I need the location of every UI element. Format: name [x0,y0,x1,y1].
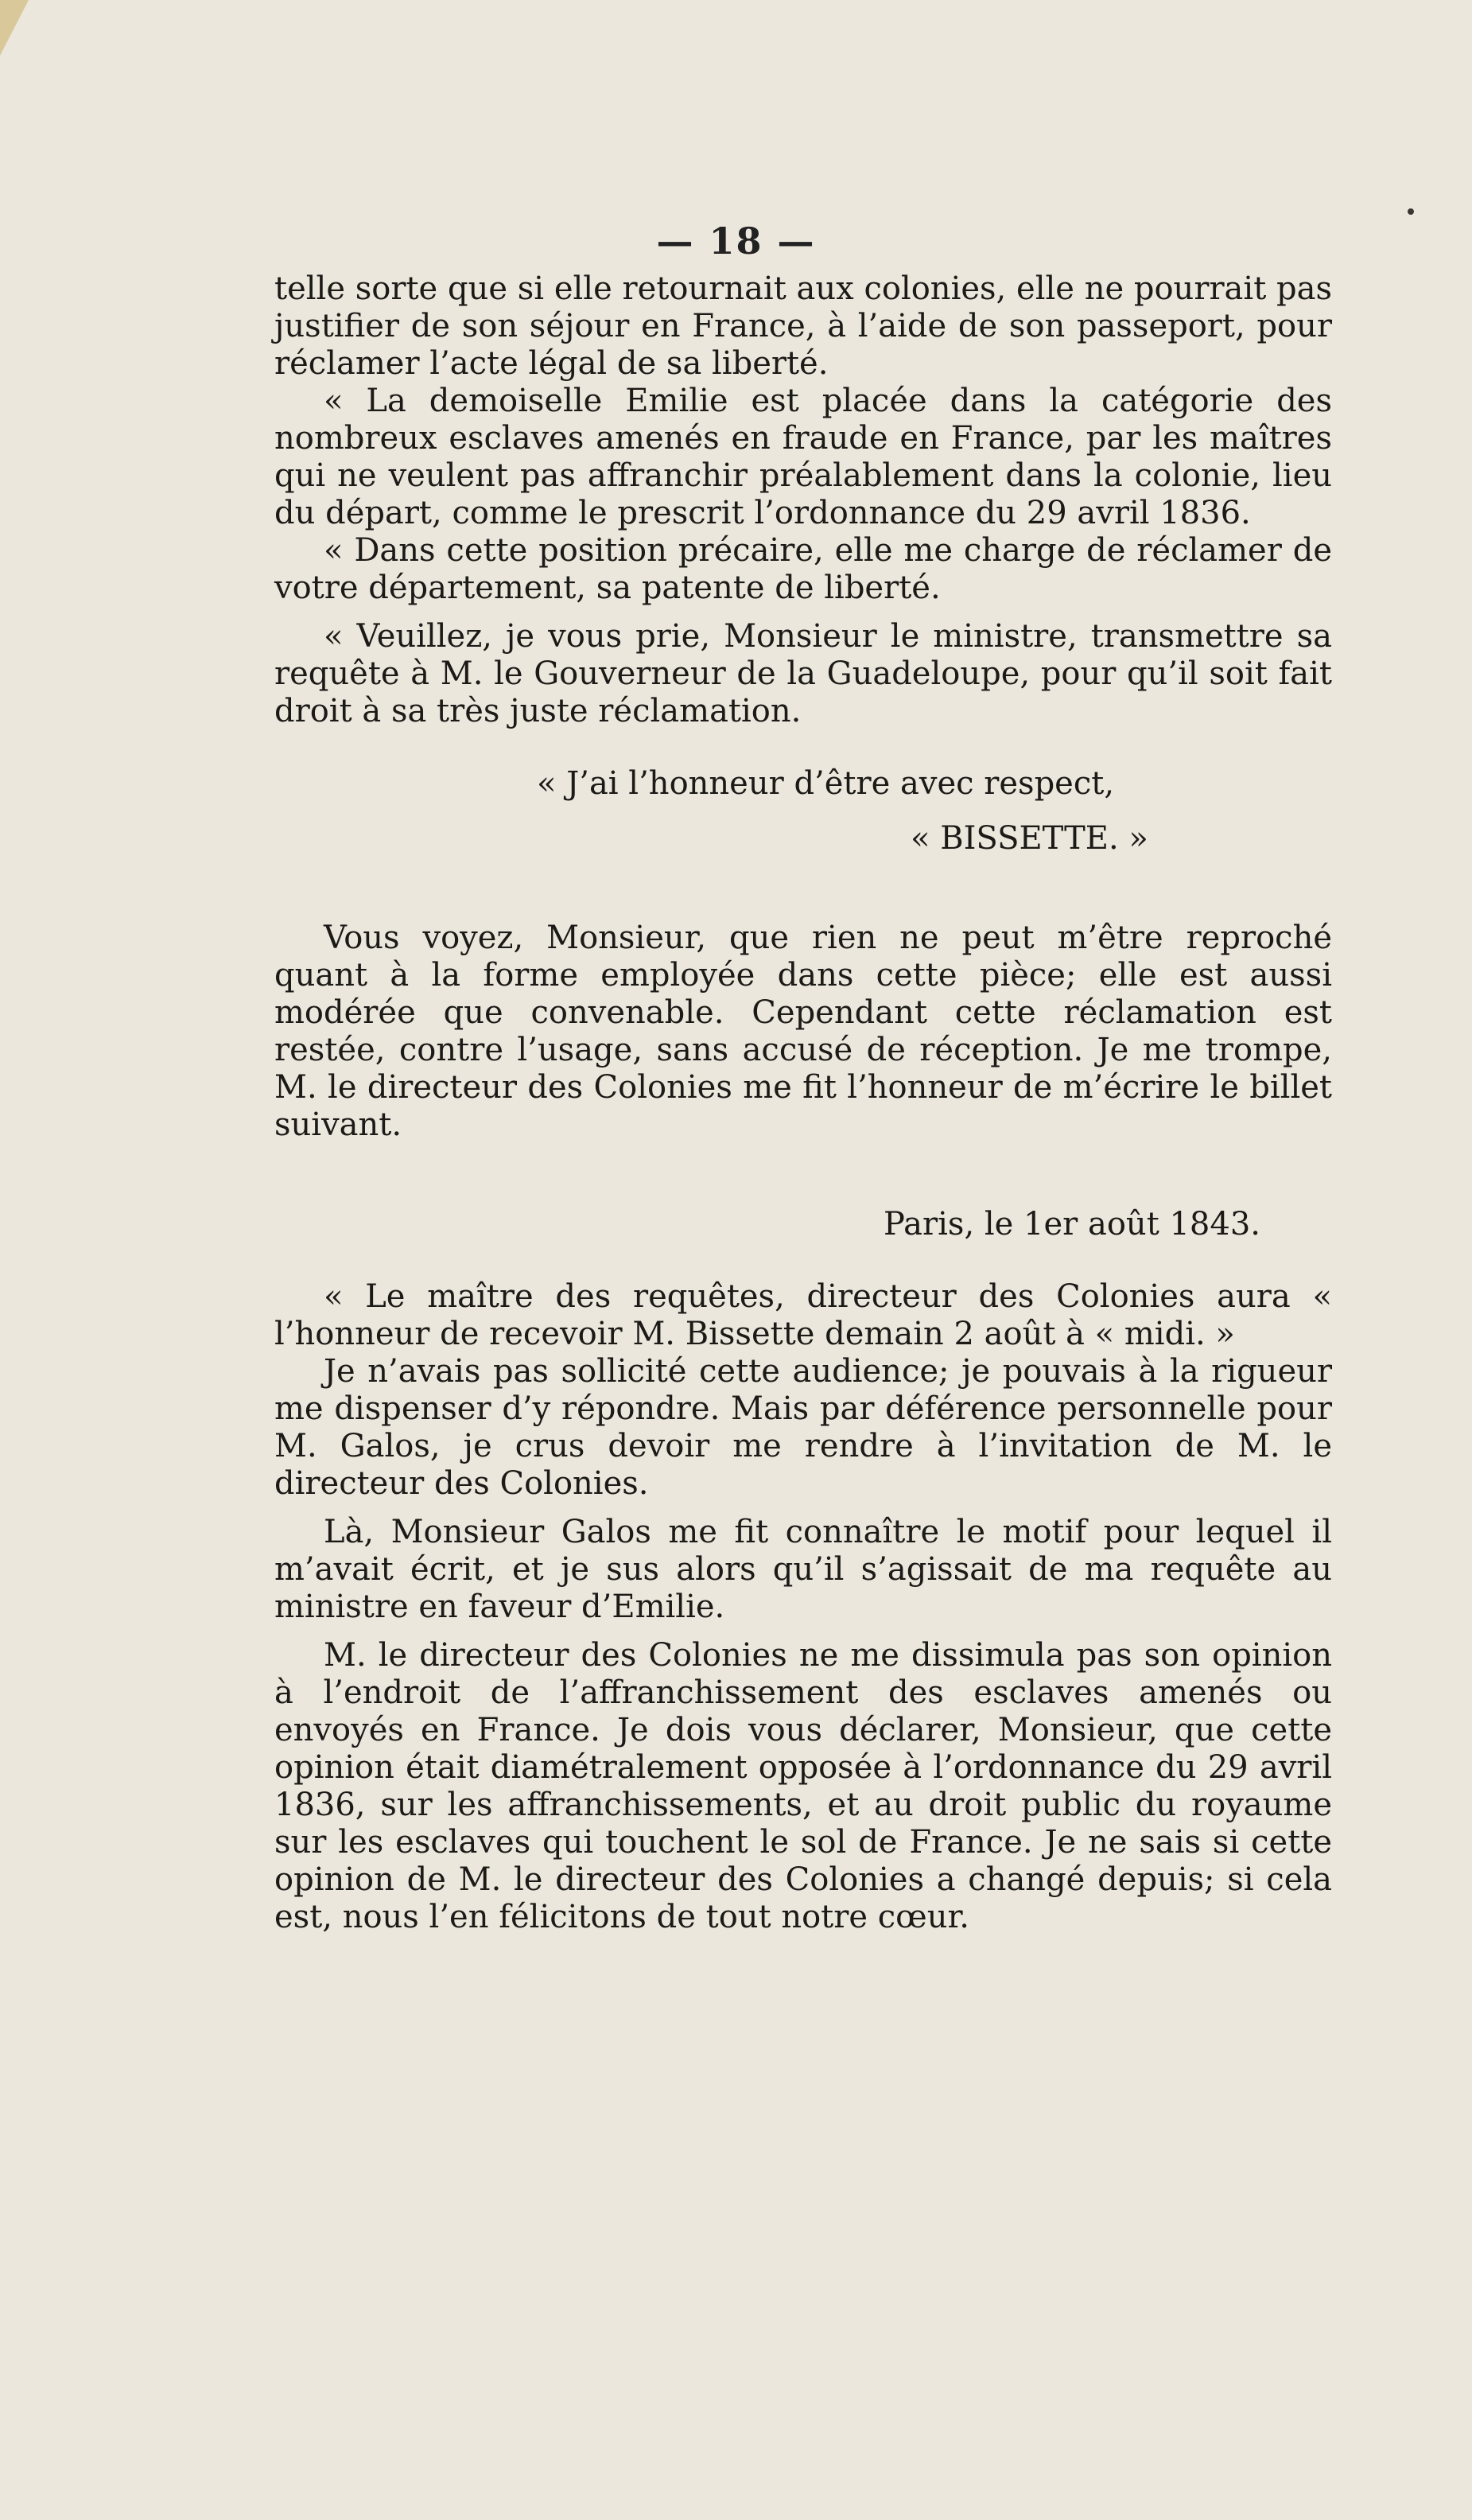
paragraph: M. le directeur des Colonies ne me dissimula pas son opinion à l’endroit de l’affranchissement des esclaves amenés ou envoyés en France. Je dois vous déclarer, Monsieur, que cette opinion était diamétralement opposée à l’ordonnance du 29 avril 1836, sur les affranchissements, et au droit public du royaume sur les esclaves qui touchent le sol de France. Je ne sais si cette opinion de M. le directeur des Colonies a changé depuis; si cela est, nous l’en félicitons de tout notre cœur. [274,1637,1332,1935]
letter-signature: « BISSETTE. » [911,820,1148,857]
paragraph: Là, Monsieur Galos me fit connaître le motif pour lequel il m’avait écrit, et je sus alors qu’il s’agissait de ma requête au ministre en faveur d’Emilie. [274,1514,1332,1625]
paragraph: « Dans cette position précaire, elle me charge de réclamer de votre département, sa patente de liberté. [274,532,1332,606]
paragraph: Vous voyez, Monsieur, que rien ne peut m’être reproché quant à la forme employée dans cette pièce; elle est aussi modérée que convenable. Cependant cette réclamation est restée, contre l’usage, sans accusé de réception. Je me trompe, M. le directeur des Colonies me fit l’honneur de m’écrire le billet suivant. [274,920,1332,1143]
paragraph: « Veuillez, je vous prie, Monsieur le ministre, transmettre sa requête à M. le Gouverneur de la Guadeloupe, pour qu’il soit fait droit à sa très juste réclamation. [274,618,1332,729]
dateline: Paris, le 1er août 1843. [884,1206,1260,1242]
page-number: — 18 — [656,220,816,262]
paragraph: « La demoiselle Emilie est placée dans la catégorie des nombreux esclaves amenés en fraude en France, par les maîtres qui ne veulent pas affranchir préalablement dans la colonie, lieu du départ, comme le prescrit l’ordonnance du 29 avril 1836. [274,383,1332,531]
paragraph: Je n’avais pas sollicité cette audience; je pouvais à la rigueur me dispenser d’y répondre. Mais par déférence personnelle pour M. Galos, je crus devoir me rendre à l’invitation de M. le directeur des Colonies. [274,1353,1332,1502]
paragraph: telle sorte que si elle retournait aux colonies, elle ne pourrait pas justifier de son séjour en France, à l’aide de son passeport, pour réclamer l’acte légal de sa liberté. [274,270,1332,382]
letter-closing: « J’ai l’honneur d’être avec respect, [537,765,1115,802]
ink-speck [1408,208,1414,215]
page-corner-fold [0,0,29,56]
body-text [274,270,1332,1936]
quoted-note: « Le maître des requêtes, directeur des Colonies aura « l’honneur de recevoir M. Bissette demain 2 août à « midi. » [274,1278,1332,1352]
